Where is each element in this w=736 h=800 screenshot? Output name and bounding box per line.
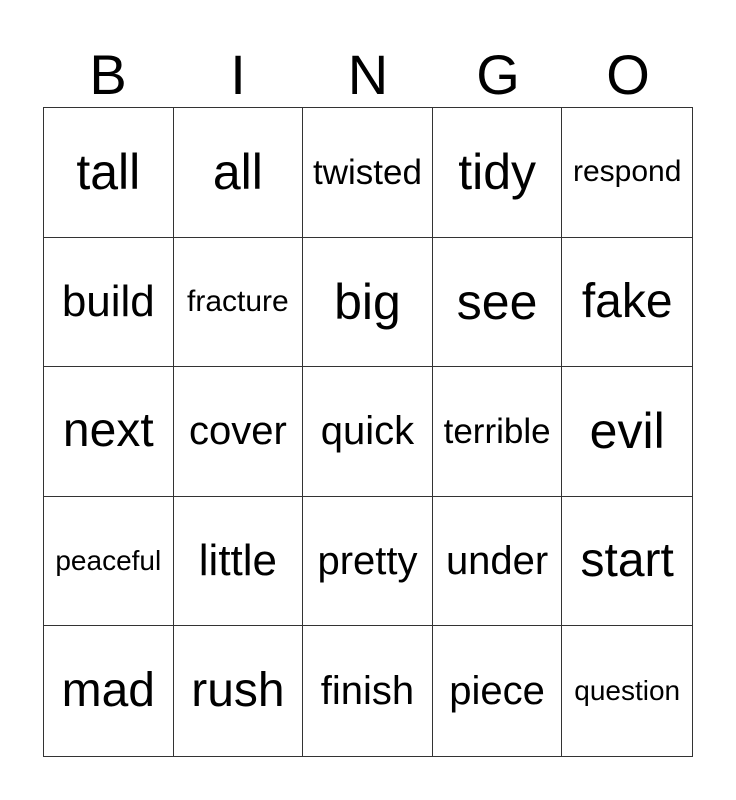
bingo-cell-r3-c4[interactable]: terrible xyxy=(433,367,563,497)
bingo-cell-r5-c5[interactable]: question xyxy=(574,675,681,707)
bingo-cell-r2-c1[interactable]: build xyxy=(44,238,174,368)
bingo-header xyxy=(43,42,693,108)
bingo-cell-r1-c1[interactable]: tall xyxy=(44,108,174,238)
bingo-cell-r5-c3[interactable]: finish xyxy=(303,626,433,756)
bingo-cell-r3-c2[interactable]: cover xyxy=(174,367,304,497)
header-letter-o: O xyxy=(606,43,650,106)
bingo-cell-r5-c2[interactable]: rush xyxy=(174,626,304,756)
bingo-cell-r5-c1[interactable]: mad xyxy=(44,626,174,756)
header-letter-n: N xyxy=(347,43,389,106)
bingo-cell-r2-c2[interactable]: fracture xyxy=(174,238,304,368)
header-letter-b: B xyxy=(89,43,127,106)
bingo-cell-r2-c3[interactable]: big xyxy=(303,238,433,368)
bingo-cell-r4-c2[interactable]: little xyxy=(174,497,304,627)
bingo-cell-r3-c3[interactable]: quick xyxy=(303,367,433,497)
bingo-board xyxy=(43,107,693,757)
bingo-cell-r4-c4[interactable]: under xyxy=(433,497,563,627)
header-letter-i: I xyxy=(230,43,246,106)
bingo-cell-r1-c2[interactable]: all xyxy=(174,108,304,238)
bingo-cell-r4-c5[interactable]: start xyxy=(562,497,692,627)
bingo-cell-r2-c5[interactable]: fake xyxy=(562,238,692,368)
header-letter-g: G xyxy=(476,43,520,106)
bingo-cell-r1-c4[interactable]: tidy xyxy=(433,108,563,238)
bingo-cell-r2-c4[interactable]: see xyxy=(433,238,563,368)
bingo-cell-r1-c3[interactable]: twisted xyxy=(303,108,433,238)
bingo-cell-r5-c4[interactable]: piece xyxy=(433,626,563,756)
bingo-cell-r4-c1[interactable]: peaceful xyxy=(44,497,174,627)
bingo-cell-r3-c1[interactable]: next xyxy=(44,367,174,497)
bingo-cell-r4-c3[interactable]: pretty xyxy=(303,497,433,627)
bingo-cell-r1-c5[interactable]: respond xyxy=(562,108,692,238)
bingo-cell-r3-c5[interactable]: evil xyxy=(562,367,692,497)
